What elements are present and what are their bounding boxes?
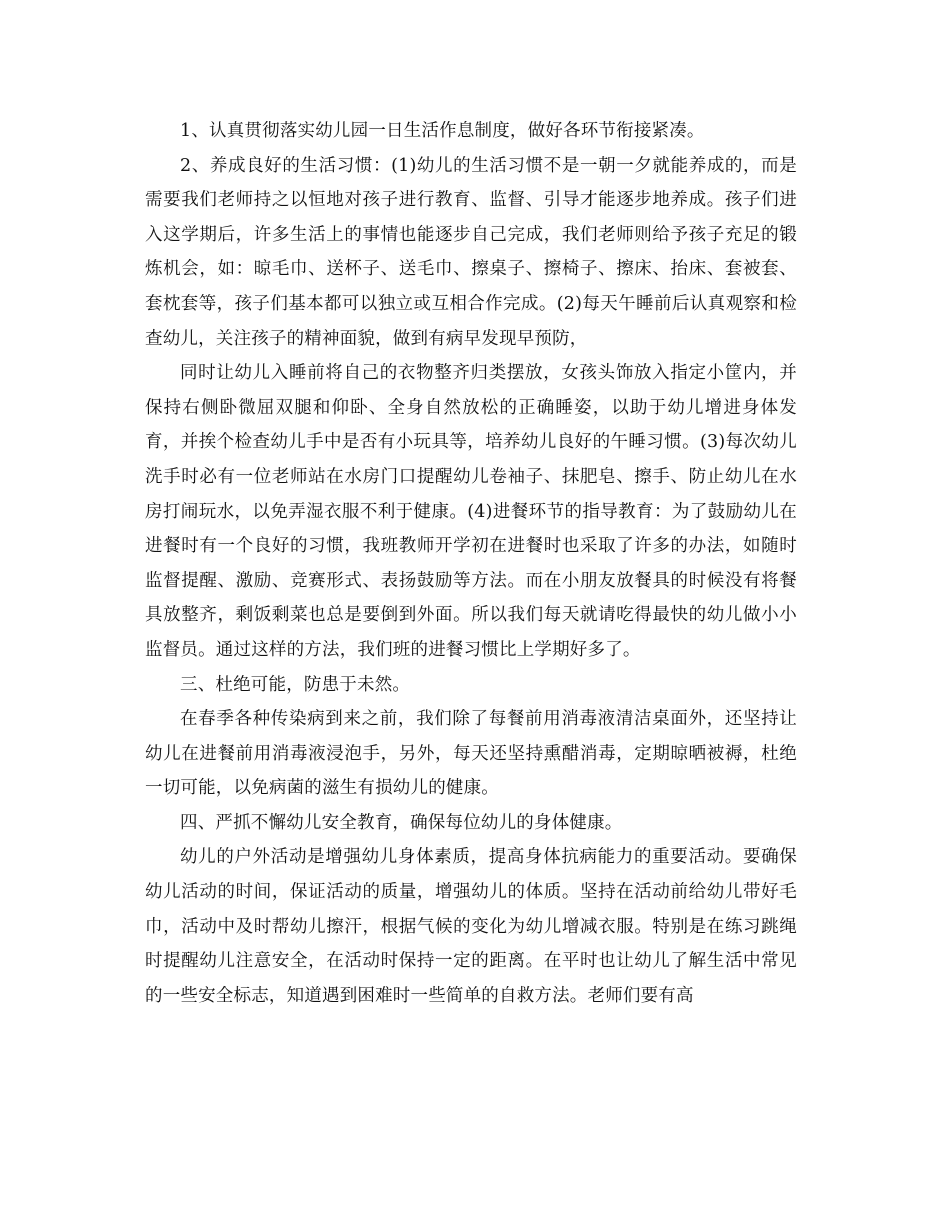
document-body: [145, 114, 797, 1013]
paragraph-3: 同时让幼儿入睡前将自己的衣物整齐归类摆放，女孩头饰放入指定小筐内，并保持右侧卧微屈双腿和仰卧、全身自然放松的正确睡姿，以助于幼儿增进身体发育，并挨个检查幼儿手中是否有小玩具等，培养幼儿良好的午睡习惯。(3)每次幼儿洗手时必有一位老师站在水房门口提醒幼儿卷袖子、抹肥皂、擦手、防止幼儿在水房打闹玩水，以免弄湿衣服不利于健康。(4)进餐环节的指导教育：为了鼓励幼儿在进餐时有一个良好的习惯，我班教师开学初在进餐时也采取了许多的办法，如随时监督提醒、激励、竞赛形式、表扬鼓励等方法。而在小朋友放餐具的时候没有将餐具放整齐，剩饭剩菜也总是要倒到外面。所以我们每天就请吃得最快的幼儿做小小监督员。通过这样的方法，我们班的进餐习惯比上学期好多了。: [145, 363, 797, 660]
section-heading-3: 三、杜绝可能，防患于未然。: [180, 674, 411, 695]
section-heading-4: 四、严抓不懈幼儿安全教育，确保每位幼儿的身体健康。: [180, 812, 623, 833]
paragraph-1: 1、认真贯彻落实幼儿园一日生活作息制度，做好各环节衔接紧凑。: [180, 121, 705, 141]
paragraph-5: 幼儿的户外活动是增强幼儿身体素质，提高身体抗病能力的重要活动。要确保幼儿活动的时间，保证活动的质量，增强幼儿的体质。坚持在活动前给幼儿带好毛巾，活动中及时帮幼儿擦汗，根据气候的变化为幼儿增减衣服。特别是在练习跳绳时提醒幼儿注意安全，在活动时保持一定的距离。在平时也让幼儿了解生活中常见的一些安全标志，知道遇到困难时一些简单的自救方法。老师们要有高: [145, 847, 797, 1006]
paragraph-4: 在春季各种传染病到来之前，我们除了每餐前用消毒液清洁桌面外，还坚持让幼儿在进餐前用消毒液浸泡手，另外，每天还坚持熏醋消毒，定期晾晒被褥，杜绝一切可能，以免病菌的滋生有损幼儿的健康。: [145, 709, 797, 799]
paragraph-2: 2、养成良好的生活习惯：(1)幼儿的生活习惯不是一朝一夕就能养成的，而是需要我们老师持之以恒地对孩子进行教育、监督、引导才能逐步地养成。孩子们进入这学期后，许多生活上的事情也能逐步自己完成，我们老师则给予孩子充足的锻炼机会，如：晾毛巾、送杯子、送毛巾、擦桌子、擦椅子、擦床、抬床、套被套、套枕套等，孩子们基本都可以独立或互相合作完成。(2)每天午睡前后认真观察和检查幼儿，关注孩子的精神面貌，做到有病早发现早预防，: [145, 155, 797, 349]
